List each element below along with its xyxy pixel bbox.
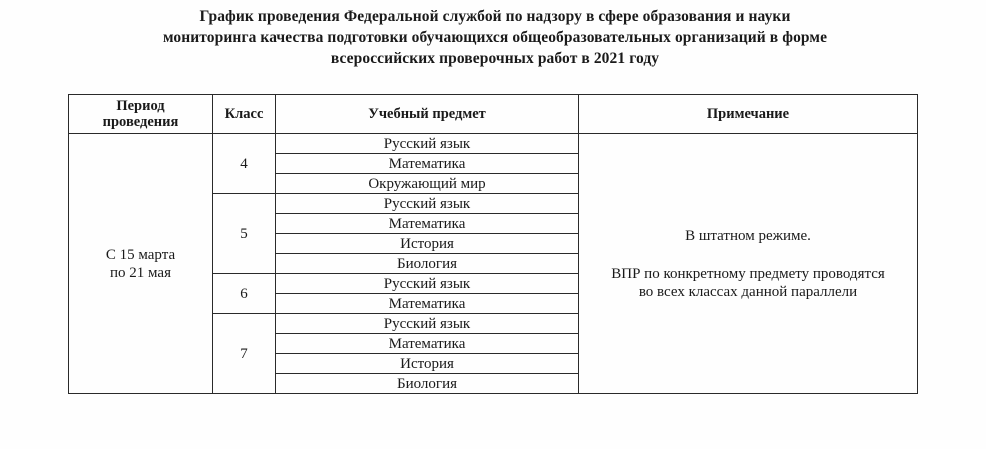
schedule-table bbox=[68, 94, 918, 394]
title-line-1: График проведения Федеральной службой по надзору в сфере образования и науки bbox=[199, 8, 791, 25]
header-period: Период проведения bbox=[69, 95, 213, 134]
subject-cell: История bbox=[276, 234, 579, 254]
header-class: Класс bbox=[213, 95, 276, 134]
class-cell: 5 bbox=[213, 194, 276, 274]
note-cell bbox=[579, 134, 918, 394]
subject-cell: Русский язык bbox=[276, 314, 579, 334]
table-row bbox=[69, 134, 918, 154]
title-line-2: мониторинга качества подготовки обучающихся общеобразовательных организаций в форме bbox=[162, 29, 828, 46]
period-cell bbox=[69, 134, 213, 394]
class-cell: 6 bbox=[213, 274, 276, 314]
subject-cell: Русский язык bbox=[276, 274, 579, 294]
subject-cell: Русский язык bbox=[276, 194, 579, 214]
subject-cell: Математика bbox=[276, 154, 579, 174]
header-subject: Учебный предмет bbox=[276, 95, 579, 134]
subject-cell: Математика bbox=[276, 214, 579, 234]
subject-cell: Математика bbox=[276, 294, 579, 314]
note-detail-2: во всех классах данной параллели bbox=[638, 283, 858, 300]
header-note: Примечание bbox=[579, 95, 918, 134]
note-detail-1: ВПР по конкретному предмету проводятся bbox=[611, 265, 885, 282]
period-start: С 15 марта bbox=[105, 246, 176, 263]
period-end: по 21 мая bbox=[110, 264, 171, 281]
subject-cell: Русский язык bbox=[276, 134, 579, 154]
title-line-3: всероссийских проверочных работ в 2021 году bbox=[330, 50, 660, 67]
subject-cell: Математика bbox=[276, 334, 579, 354]
note-mode: В штатном режиме. bbox=[685, 227, 811, 244]
subject-cell: История bbox=[276, 354, 579, 374]
subject-cell: Биология bbox=[276, 254, 579, 274]
class-cell: 4 bbox=[213, 134, 276, 194]
document-title bbox=[90, 6, 900, 69]
subject-cell: Биология bbox=[276, 374, 579, 394]
class-cell: 7 bbox=[213, 314, 276, 394]
subject-cell: Окружающий мир bbox=[276, 174, 579, 194]
table-header-row bbox=[69, 95, 918, 134]
